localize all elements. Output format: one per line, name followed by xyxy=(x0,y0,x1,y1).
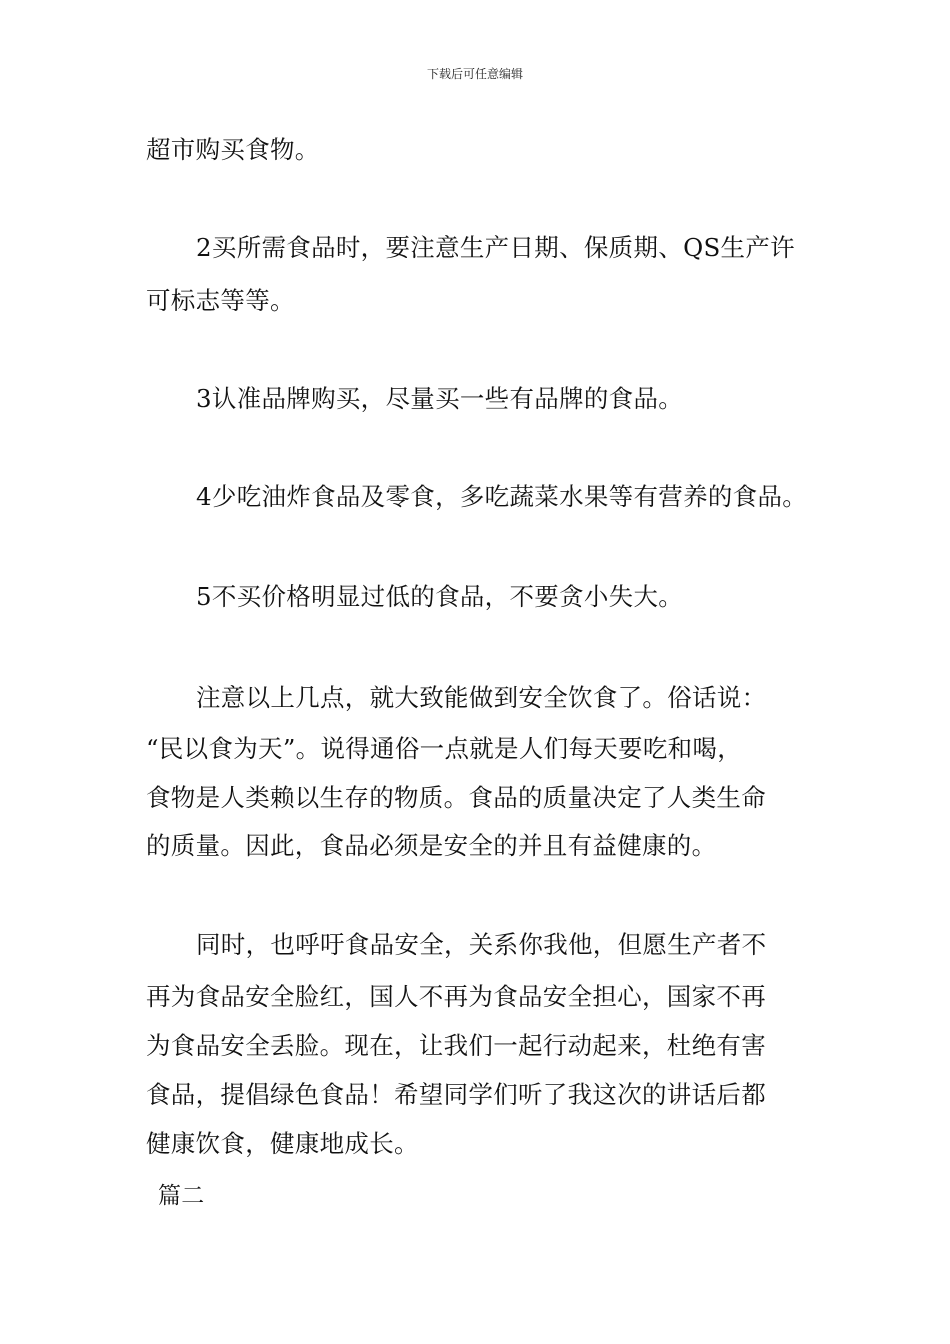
section-heading: 篇二 xyxy=(158,1183,205,1209)
text-line: 3认准品牌购买，尽量买一些有品牌的食品。 xyxy=(196,384,684,413)
page-header: 下载后可任意编辑 xyxy=(426,67,523,81)
text-line: 4少吃油炸食品及零食，多吃蔬菜水果等有营养的食品。 xyxy=(196,482,808,511)
text-line: 再为食品安全脸红，国人不再为食品安全担心，国家不再 xyxy=(146,982,766,1011)
text-line: 的质量。因此，食品必须是安全的并且有益健康的。 xyxy=(146,831,717,860)
text-line: 同时，也呼吁食品安全，关系你我他，但愿生产者不 xyxy=(196,930,767,959)
text-line: 食物是人类赖以生存的物质。食品的质量决定了人类生命 xyxy=(146,783,766,812)
text-line: 超市购买食物。 xyxy=(146,135,320,164)
text-line: 为食品安全丢脸。现在，让我们一起行动起来，杜绝有害 xyxy=(146,1031,766,1060)
text-line: 可标志等等。 xyxy=(146,286,295,315)
text-line: 5不买价格明显过低的食品，不要贪小失大。 xyxy=(196,582,684,611)
text-line: 食品，提倡绿色食品！希望同学们听了我这次的讲话后都 xyxy=(146,1080,766,1109)
text-line: “民以食为天”。说得通俗一点就是人们每天要吃和喝， xyxy=(146,734,743,763)
text-line: 2买所需食品时，要注意生产日期、保质期、QS生产许 xyxy=(196,233,795,262)
text-line: 健康饮食，健康地成长。 xyxy=(146,1129,419,1158)
text-line: 注意以上几点，就大致能做到安全饮食了。俗话说： xyxy=(196,683,767,712)
